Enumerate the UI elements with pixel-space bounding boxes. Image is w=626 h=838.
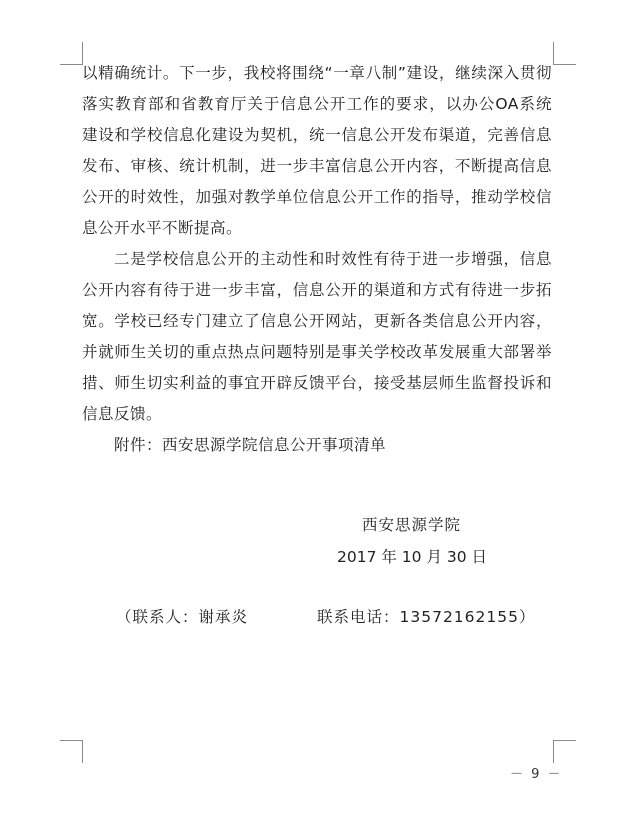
contact-phone: 联系电话：13572162155）: [317, 608, 536, 626]
crop-mark-top-left: [60, 42, 83, 65]
signature-date: 2017 年 10 月 30 日: [337, 548, 488, 566]
page-number: － 9 －: [510, 767, 563, 782]
signature-organization: 西安思源学院: [362, 516, 462, 534]
document-body: [82, 58, 552, 461]
contact-line: [116, 604, 576, 630]
crop-mark-bottom-right: [553, 740, 576, 763]
attachment-line: 附件：西安思源学院信息公开事项清单: [114, 436, 387, 454]
crop-mark-bottom-left: [60, 740, 83, 763]
paragraph-continuation: 以精确统计。下一步，我校将围绕“一章八制”建设，继续深入贯彻落实教育部和省教育厅关于信息公开工作的要求，以办公OA系统建设和学校信息化建设为契机，统一信息公开发布渠道，完善信息发布、审核、统计机制，进一步丰富信息公开内容，不断提高信息公开的时效性，加强对教学单位信息公开工作的指导，推动学校信息公开水平不断提高。: [82, 64, 552, 237]
contact-person: （联系人：谢承炎: [116, 608, 249, 626]
paragraph-second-issue: 二是学校信息公开的主动性和时效性有待于进一步增强，信息公开内容有待于进一步丰富，信息公开的渠道和方式有待进一步拓宽。学校已经专门建立了信息公开网站，更新各类信息公开内容，并就师生关切的重点热点问题特别是事关学校改革发展重大部署举措、师生切实利益的事宜开辟反馈平台，接受基层师生监督投诉和信息反馈。: [82, 250, 552, 423]
crop-mark-top-right: [553, 42, 576, 65]
